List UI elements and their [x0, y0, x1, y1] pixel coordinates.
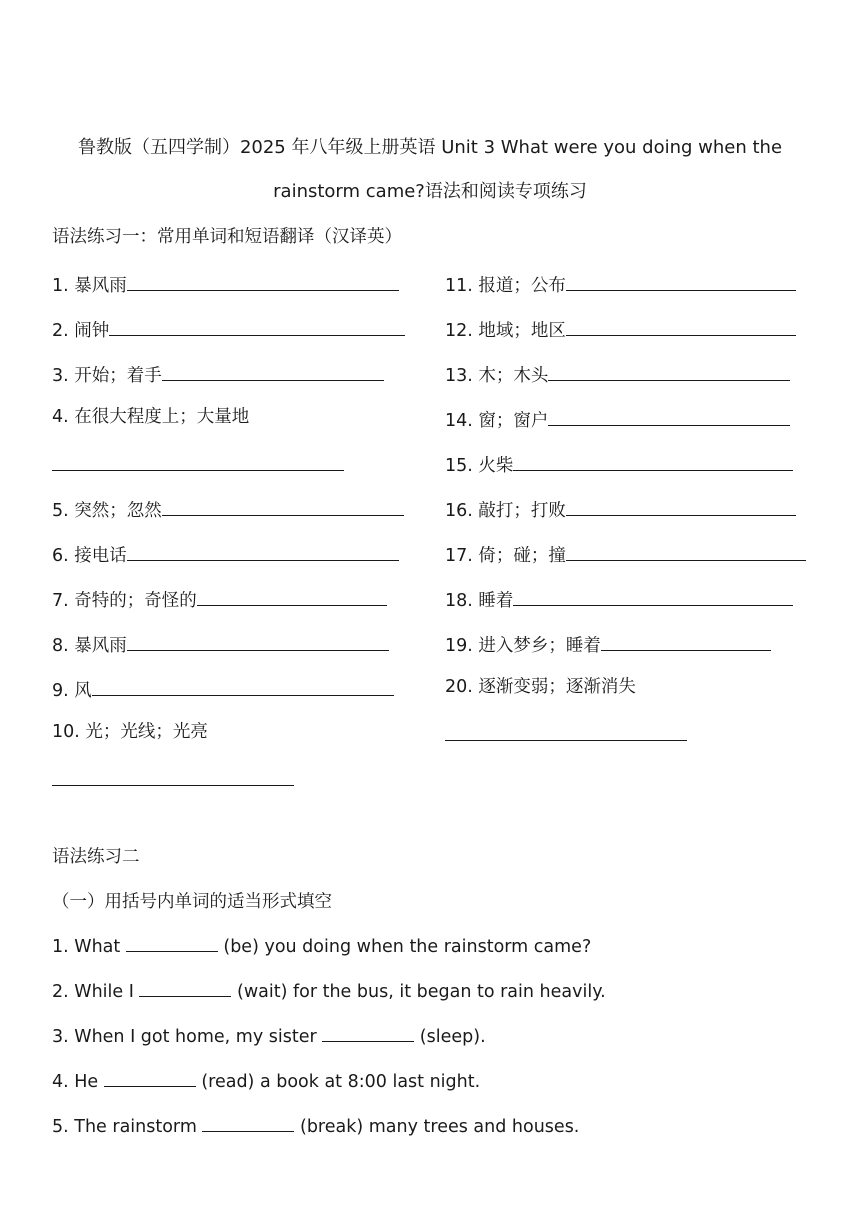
vocab-label-20: 20. 逐渐变弱；逐渐消失 — [445, 677, 636, 697]
section2-subheading: （一）用括号内单词的适当形式填空 — [52, 892, 332, 912]
title-line-1: 鲁教版（五四学制）2025 年八年级上册英语 Unit 3 What were you doing when the — [77, 137, 783, 158]
vocab-label-8: 8. 暴风雨 — [52, 636, 127, 656]
answer-blank[interactable] — [126, 935, 218, 952]
vocab-item-4 — [52, 405, 249, 429]
vocab-item-9 — [52, 675, 394, 703]
question-text-pre: 4. He — [52, 1072, 104, 1092]
title-line-2: rainstorm came?语法和阅读专项练习 — [273, 181, 587, 202]
vocab-item-2 — [52, 315, 405, 343]
fill-question-3 — [52, 1025, 486, 1049]
vocab-label-10: 10. 光；光线；光亮 — [52, 722, 208, 742]
vocab-label-17: 17. 倚；碰；撞 — [445, 546, 566, 566]
answer-blank[interactable] — [162, 495, 404, 516]
vocab-label-5: 5. 突然；忽然 — [52, 501, 162, 521]
vocab-item-7 — [52, 585, 387, 613]
vocab-item-14 — [445, 405, 790, 433]
answer-blank[interactable] — [445, 720, 687, 741]
fill-question-1 — [52, 935, 591, 959]
answer-blank[interactable] — [566, 315, 796, 336]
vocab-label-9: 9. 风 — [52, 681, 92, 701]
vocab-label-6: 6. 接电话 — [52, 546, 127, 566]
answer-blank[interactable] — [127, 540, 399, 561]
vocab-item-20 — [445, 675, 636, 699]
answer-blank[interactable] — [566, 540, 806, 561]
answer-blank[interactable] — [548, 360, 790, 381]
answer-blank[interactable] — [322, 1025, 414, 1042]
answer-blank[interactable] — [566, 495, 796, 516]
vocab-item-17 — [445, 540, 806, 568]
answer-blank[interactable] — [52, 765, 294, 786]
vocab-item-11 — [445, 270, 796, 298]
question-text-pre: 3. When I got home, my sister — [52, 1027, 323, 1047]
vocab-item-10-answer — [52, 765, 294, 793]
question-text-post: (be) you doing when the rainstorm came? — [217, 937, 592, 957]
vocab-item-10 — [52, 720, 208, 744]
vocab-item-6 — [52, 540, 399, 568]
vocab-item-18 — [445, 585, 793, 613]
vocab-item-12 — [445, 315, 796, 343]
vocab-label-7: 7. 奇特的；奇怪的 — [52, 591, 197, 611]
vocab-item-5 — [52, 495, 404, 523]
vocab-item-4-answer — [52, 450, 344, 478]
question-text-pre: 1. What — [52, 937, 126, 957]
vocab-item-15 — [445, 450, 793, 478]
vocab-label-18: 18. 睡着 — [445, 591, 514, 611]
answer-blank[interactable] — [513, 585, 793, 606]
question-text-pre: 5. The rainstorm — [52, 1117, 203, 1137]
vocab-label-13: 13. 木；木头 — [445, 366, 549, 386]
vocab-label-12: 12. 地域；地区 — [445, 321, 566, 341]
vocab-label-3: 3. 开始；着手 — [52, 366, 162, 386]
vocab-label-19: 19. 进入梦乡；睡着 — [445, 636, 601, 656]
vocab-item-1 — [52, 270, 399, 298]
fill-question-2 — [52, 980, 606, 1004]
vocab-label-16: 16. 敲打；打败 — [445, 501, 566, 521]
vocab-item-19 — [445, 630, 771, 658]
vocab-label-14: 14. 窗；窗户 — [445, 411, 549, 431]
answer-blank[interactable] — [139, 980, 231, 997]
answer-blank[interactable] — [104, 1070, 196, 1087]
answer-blank[interactable] — [197, 585, 387, 606]
answer-blank[interactable] — [566, 270, 796, 291]
fill-question-4 — [52, 1070, 480, 1094]
question-text-post: (break) many trees and houses. — [294, 1117, 580, 1137]
question-text-pre: 2. While I — [52, 982, 140, 1002]
answer-blank[interactable] — [513, 450, 793, 471]
vocab-item-13 — [445, 360, 790, 388]
answer-blank[interactable] — [202, 1115, 294, 1132]
answer-blank[interactable] — [548, 405, 790, 426]
answer-blank[interactable] — [92, 675, 394, 696]
answer-blank[interactable] — [52, 450, 344, 471]
answer-blank[interactable] — [109, 315, 405, 336]
vocab-label-2: 2. 闹钟 — [52, 321, 110, 341]
question-text-post: (read) a book at 8:00 last night. — [195, 1072, 481, 1092]
answer-blank[interactable] — [127, 630, 389, 651]
answer-blank[interactable] — [162, 360, 384, 381]
vocab-label-11: 11. 报道；公布 — [445, 276, 566, 296]
section1-heading: 语法练习一：常用单词和短语翻译（汉译英） — [52, 227, 402, 247]
vocab-label-4: 4. 在很大程度上；大量地 — [52, 407, 250, 427]
answer-blank[interactable] — [601, 630, 771, 651]
question-text-post: (wait) for the bus, it began to rain heavily. — [231, 982, 606, 1002]
vocab-label-15: 15. 火柴 — [445, 456, 514, 476]
answer-blank[interactable] — [127, 270, 399, 291]
vocab-label-1: 1. 暴风雨 — [52, 276, 127, 296]
question-text-post: (sleep). — [414, 1027, 486, 1047]
vocab-item-16 — [445, 495, 796, 523]
fill-question-5 — [52, 1115, 579, 1139]
vocab-item-8 — [52, 630, 389, 658]
vocab-item-3 — [52, 360, 384, 388]
vocab-item-20-answer — [445, 720, 687, 748]
section2-heading: 语法练习二 — [52, 847, 140, 867]
